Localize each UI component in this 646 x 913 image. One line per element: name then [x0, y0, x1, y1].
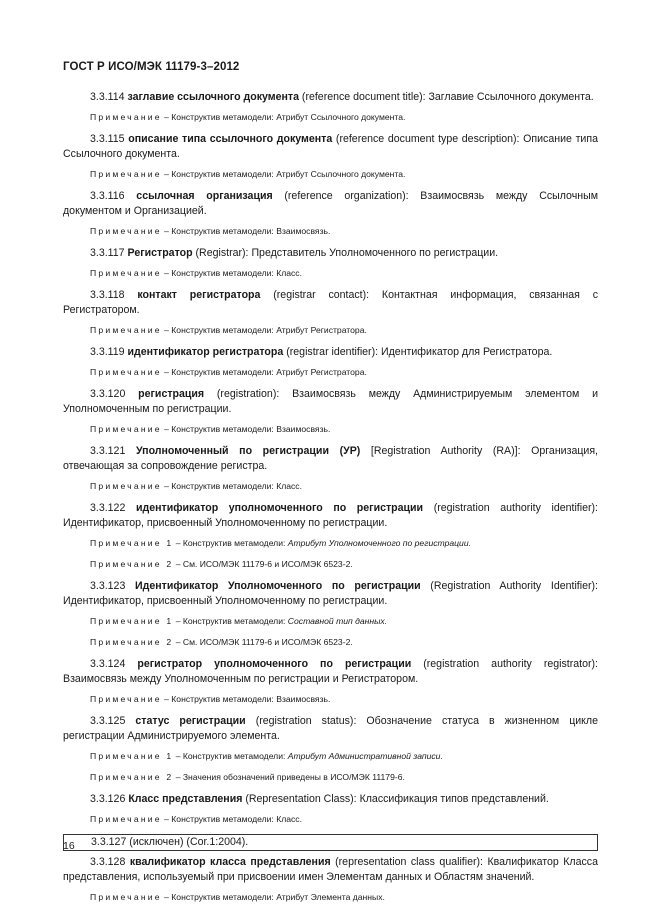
entry-note — [63, 636, 598, 648]
entry-definition: (reference document type description): Описание типа Ссылочного документа. — [63, 133, 598, 160]
note-text: – Конструктив метамодели: — [173, 538, 288, 548]
entry-note — [63, 693, 598, 705]
entry-term: Уполномоченный по регистрации (УР) — [136, 445, 361, 457]
note-text: – Конструктив метамодели: Атрибут Элемента данных. — [161, 892, 385, 902]
note-label: Примечание — [90, 367, 162, 377]
entry-note — [63, 558, 598, 570]
definition-entry — [63, 132, 598, 162]
note-label: Примечание — [90, 424, 162, 434]
entry-term: описание типа ссылочного документа — [128, 133, 333, 145]
entry-definition: (Representation Class): Классификация типов представлений. — [242, 793, 549, 805]
entry-number: 3.3.128 — [90, 856, 126, 868]
entry-note — [63, 750, 598, 762]
entry-note — [63, 267, 598, 279]
note-label: Примечание — [90, 325, 162, 335]
entry-definition: [Registration Authority (RA)]: Организация, отвечающая за сопровождение регистра. — [63, 445, 598, 472]
note-text: – Конструктив метамодели: — [173, 751, 288, 761]
definitions-list — [63, 90, 598, 912]
note-label: Примечание — [90, 169, 162, 179]
entry-definition: (registration authority identifier): Идентификатор, присвоенный Уполномоченному по регистрации. — [63, 502, 598, 529]
note-label: Примечание — [90, 892, 162, 902]
entry-number: 3.3.116 — [90, 190, 125, 202]
definition-entry — [63, 444, 598, 474]
entry-note — [63, 615, 598, 627]
entry-term: регистрация — [138, 388, 205, 400]
excluded-entry: 3.3.127 (исключен) (Cor.1:2004). — [63, 834, 598, 851]
note-label: Примечание — [90, 481, 162, 491]
entry-term: Регистратор — [127, 247, 193, 259]
note-label: Примечание 2 — [90, 772, 174, 782]
entry-number: 3.3.121 — [90, 445, 126, 457]
note-text: – Конструктив метамодели: Атрибут Регистратора. — [161, 367, 367, 377]
entry-note — [63, 537, 598, 549]
definition-entry — [63, 345, 598, 360]
entry-term: заглавие ссылочного документа — [127, 91, 299, 103]
definition-entry — [63, 501, 598, 531]
definition-entry — [63, 246, 598, 261]
entry-definition: (registration authority registrator): Взаимосвязь между Уполномоченным по регистрации и Регистратором. — [63, 658, 598, 685]
entry-definition: (Registrar): Представитель Уполномоченного по регистрации. — [192, 247, 499, 259]
note-text-italic: Атрибут Уполномоченного по регистрации. — [287, 538, 472, 548]
note-label: Примечание — [90, 112, 162, 122]
entry-note — [63, 480, 598, 492]
note-label: Примечание 2 — [90, 559, 174, 569]
definition-entry — [63, 288, 598, 318]
entry-number: 3.3.125 — [90, 715, 126, 727]
note-text: – Конструктив метамодели: Взаимосвязь. — [161, 226, 331, 236]
definition-entry — [63, 387, 598, 417]
entry-number: 3.3.122 — [90, 502, 126, 514]
entry-note — [63, 771, 598, 783]
note-text: – Конструктив метамодели: Взаимосвязь. — [161, 694, 331, 704]
entry-definition: (reference organization): Взаимосвязь между Ссылочным документом и Организацией. — [63, 190, 598, 217]
note-text: – Конструктив метамодели: Атрибут Ссылочного документа. — [161, 112, 406, 122]
note-label: Примечание — [90, 226, 162, 236]
note-label: Примечание 1 — [90, 751, 174, 761]
note-text: – Конструктив метамодели: — [173, 616, 288, 626]
note-text: – См. ИСО/МЭК 11179-6 и ИСО/МЭК 6523-2. — [173, 637, 353, 647]
definition-entry — [63, 579, 598, 609]
entry-term: контакт регистратора — [137, 289, 261, 301]
entry-term: статус регистрации — [135, 715, 246, 727]
definition-entry — [63, 714, 598, 744]
entry-number: 3.3.114 — [90, 91, 125, 103]
entry-term: ссылочная организация — [136, 190, 273, 202]
entry-definition: (registrar identifier): Идентификатор для Регистратора. — [283, 346, 553, 358]
note-label: Примечание 1 — [90, 538, 174, 548]
definition-entry — [63, 90, 598, 105]
entry-term: квалификатор класса представления — [129, 856, 331, 868]
entry-note — [63, 366, 598, 378]
entry-term: регистратор уполномоченного по регистрации — [137, 658, 412, 670]
note-text: – Конструктив метамодели: Класс. — [161, 481, 302, 491]
note-label: Примечание — [90, 694, 162, 704]
entry-term: Идентификатор Уполномоченного по регистрации — [135, 580, 421, 592]
entry-definition: (registration): Взаимосвязь между Администрируемым элементом и Уполномоченным по регистрации. — [63, 388, 598, 415]
page-number: 16 — [63, 840, 75, 852]
entry-number: 3.3.118 — [90, 289, 125, 301]
entry-note — [63, 168, 598, 180]
note-text: – Конструктив метамодели: Класс. — [161, 268, 302, 278]
definition-entry — [63, 657, 598, 687]
entry-number: 3.3.123 — [90, 580, 126, 592]
note-text-italic: Атрибут Административной записи. — [287, 751, 443, 761]
definition-entry — [63, 792, 598, 807]
entry-note — [63, 324, 598, 336]
definition-entry — [63, 855, 598, 885]
note-label: Примечание — [90, 268, 162, 278]
entry-term: Класс представления — [128, 793, 243, 805]
entry-definition: (representation class qualifier): Квалификатор Класса представления, используемый при присвоении имен Элементам данных и Областям значений. — [63, 856, 598, 883]
entry-note — [63, 111, 598, 123]
entry-definition: (Registration Authority Identifier): Идентификатор, присвоенный Уполномоченному по регистрации. — [63, 580, 598, 607]
note-text: – См. ИСО/МЭК 11179-6 и ИСО/МЭК 6523-2. — [173, 559, 353, 569]
entry-definition: (registrar contact): Контактная информация, связанная с Регистратором. — [63, 289, 598, 316]
note-text-italic: Составной тип данных. — [287, 616, 388, 626]
entry-definition: (registration status): Обозначение статуса в жизненном цикле регистрации Администрируемого элемента. — [63, 715, 599, 742]
entry-term: идентификатор регистратора — [127, 346, 284, 358]
entry-number: 3.3.119 — [90, 346, 125, 358]
entry-number: 3.3.126 — [90, 793, 126, 805]
note-text: – Значения обозначений приведены в ИСО/МЭК 11179-6. — [173, 772, 405, 782]
entry-term: идентификатор уполномоченного по регистрации — [135, 502, 424, 514]
entry-note — [63, 225, 598, 237]
note-text: – Конструктив метамодели: Взаимосвязь. — [161, 424, 331, 434]
entry-number: 3.3.124 — [90, 658, 126, 670]
note-text: – Конструктив метамодели: Класс. — [161, 814, 302, 824]
note-text: – Конструктив метамодели: Атрибут Ссылочного документа. — [161, 169, 406, 179]
note-label: Примечание 2 — [90, 637, 174, 647]
note-label: Примечание — [90, 814, 162, 824]
entry-note — [63, 423, 598, 435]
entry-number: 3.3.115 — [90, 133, 125, 145]
note-label: Примечание 1 — [90, 616, 174, 626]
definition-entry — [63, 189, 598, 219]
note-text: – Конструктив метамодели: Атрибут Регистратора. — [161, 325, 367, 335]
entry-number: 3.3.117 — [90, 247, 125, 259]
entry-note — [63, 813, 598, 825]
entry-definition: (reference document title): Заглавие Ссылочного документа. — [298, 91, 594, 103]
document-header: ГОСТ Р ИСО/МЭК 11179-3–2012 — [63, 61, 240, 73]
entry-number: 3.3.120 — [90, 388, 126, 400]
entry-note — [63, 891, 598, 903]
